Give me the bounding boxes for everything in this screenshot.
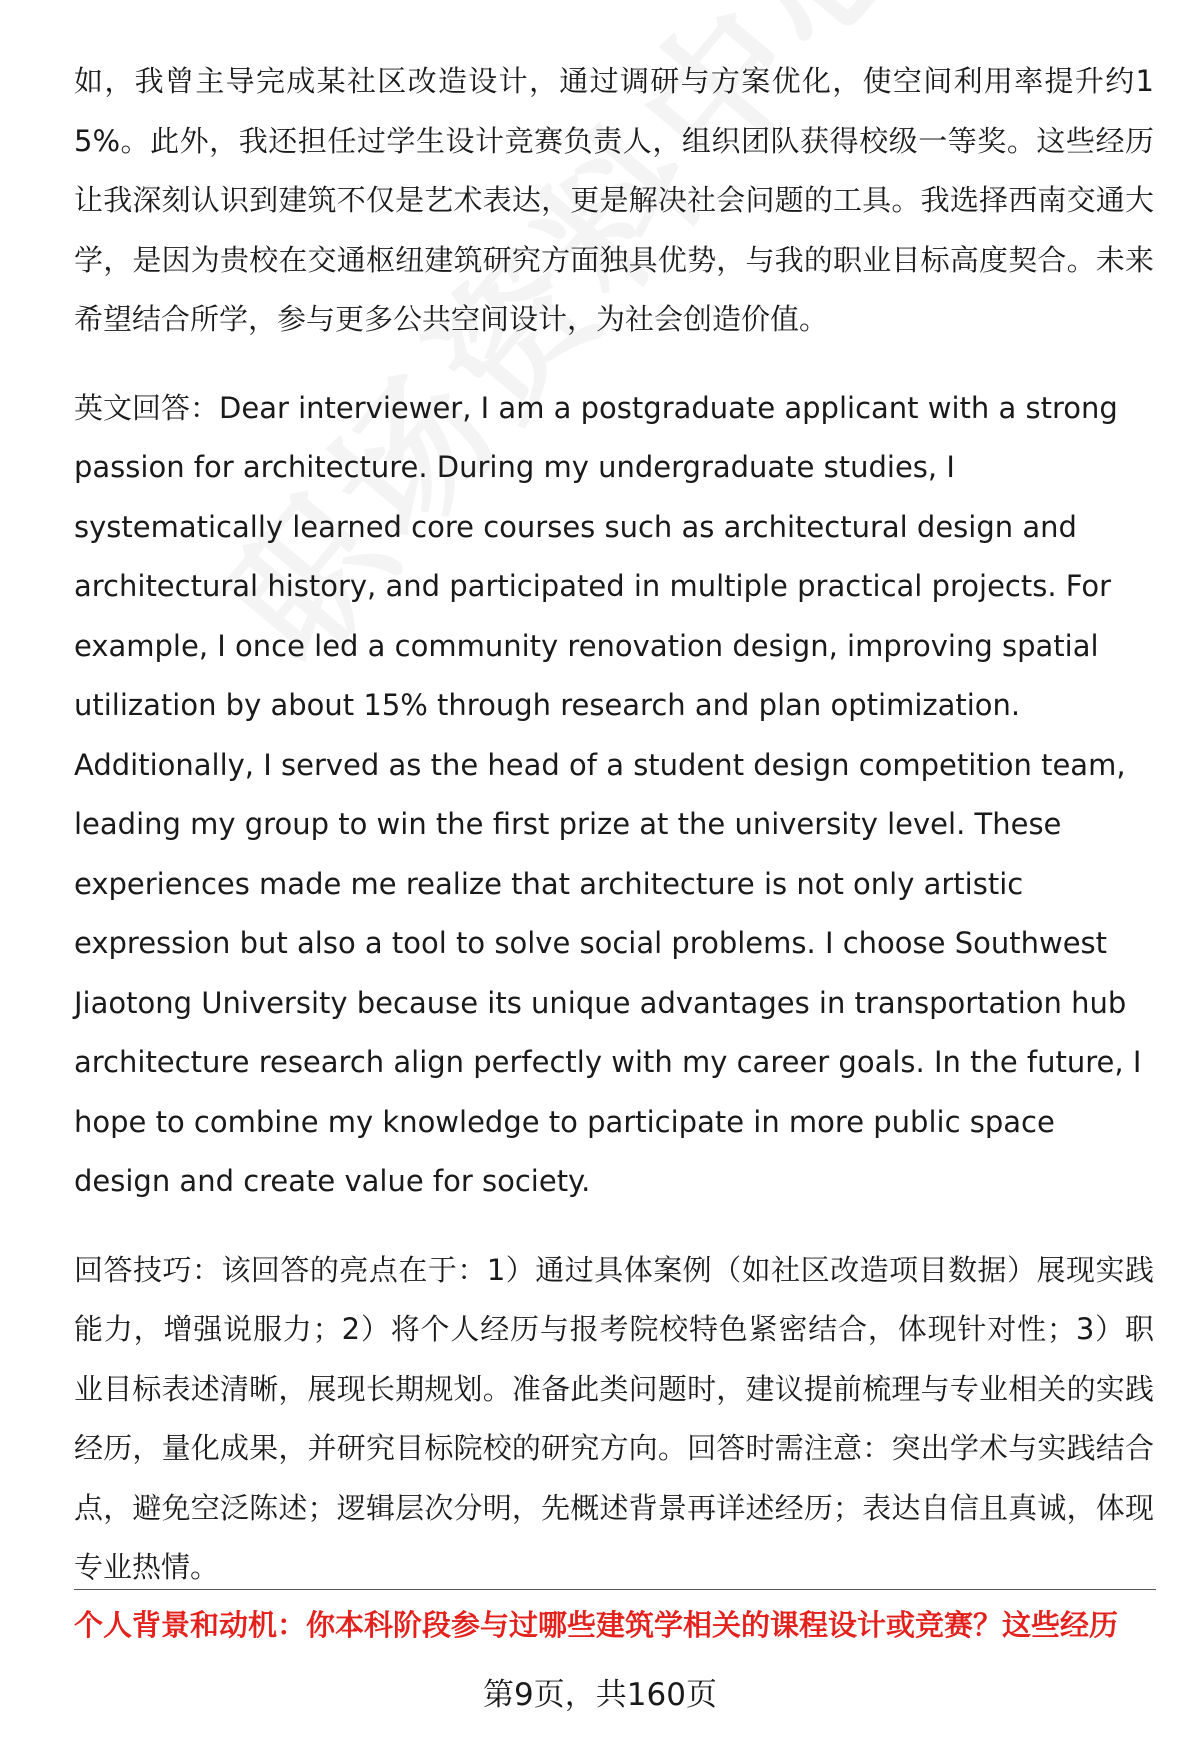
en-answer-text: Dear interviewer, I am a postgraduate applicant with a strong passion for architecture. During my undergraduate studies, I systematically learned core courses such as architectural design and architectural history, and participated in multiple practical projects. For example, I once led a community renovation design, improving spatial utilization by about 15% through research and plan optimization. Additionally, I served as the head of a student design competition team, leading my group to win the first prize at the university level. These experiences made me realize that architecture is not only artistic expression but also a tool to solve social problems. I choose Southwest Jiaotong University because its unique advantages in transportation hub architecture research align perfectly with my career goals. In the future, I hope to combine my knowledge to participate in more public space design and create value for society. — [74, 390, 1142, 1198]
next-question-heading: 个人背景和动机：你本科阶段参与过哪些建筑学相关的课程设计或竞赛？这些经历 — [74, 1608, 1119, 1642]
paragraph-gap — [74, 350, 1154, 379]
section-divider — [74, 1589, 1156, 1590]
tips-text: 该回答的亮点在于：1）通过具体案例（如社区改造项目数据）展现实践能力，增强说服力；2）将个人经历与报考院校特色紧密结合，体现针对性；3）职业目标表述清晰，展现长期规划。准备此类问题时，建议提前梳理与专业相关的实践经历，量化成果，并研究目标院校的研究方向。回答时需注意：突出学术与实践结合点，避免空泛陈述；逻辑层次分明，先概述背景再详述经历；表达自信且真诚，体现专业热情。 — [74, 1252, 1154, 1584]
document-body — [74, 52, 1154, 1598]
page-number: 第9页，共160页 — [483, 1677, 717, 1713]
tips-paragraph — [74, 1241, 1154, 1598]
en-answer-label: 英文回答： — [74, 390, 220, 425]
cn-answer-paragraph: 如，我曾主导完成某社区改造设计，通过调研与方案优化，使空间利用率提升约15%。此外，我还担任过学生设计竞赛负责人，组织团队获得校级一等奖。这些经历让我深刻认识到建筑不仅是艺术表达，更是解决社会问题的工具。我选择西南交通大学，是因为贵校在交通枢纽建筑研究方面独具优势，与我的职业目标高度契合。未来希望结合所学，参与更多公共空间设计，为社会创造价值。 — [74, 64, 1154, 336]
paragraph-gap — [74, 1212, 1154, 1241]
en-answer-paragraph — [74, 379, 1154, 1212]
tips-label: 回答技巧： — [74, 1252, 222, 1287]
